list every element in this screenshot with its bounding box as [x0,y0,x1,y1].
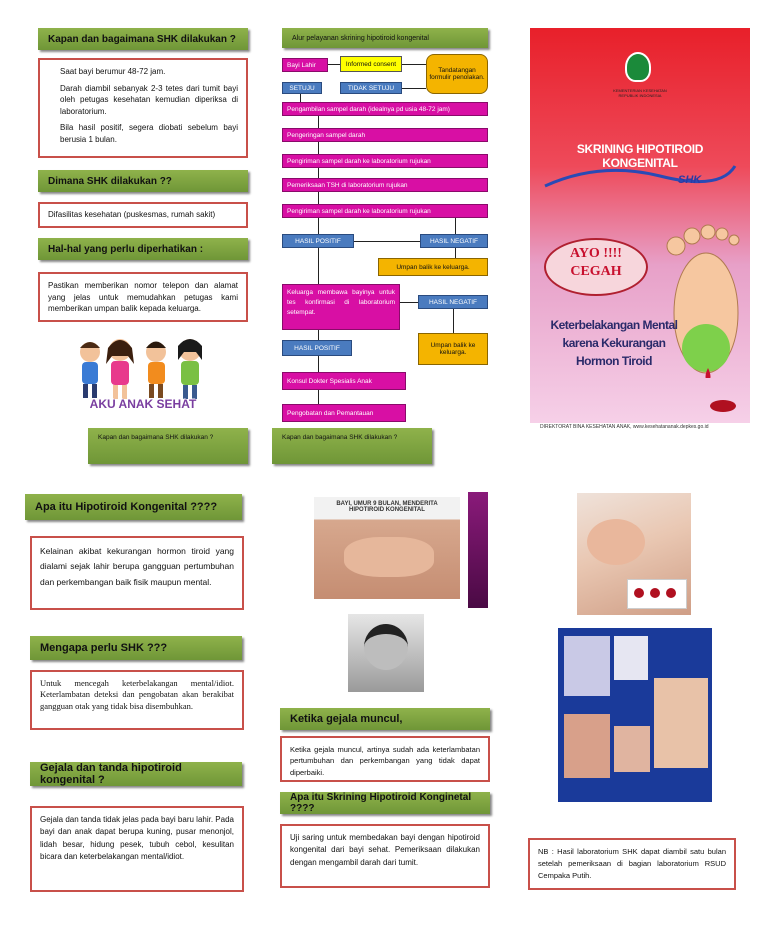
step3-box [282,154,488,168]
mengapa-text: Untuk mencegah keterbelakangan mental/idiot. Keterlambatan deteksi dan pengobatan akan berakibat gangguan otak yang tidak bisa disembuhkan. [40,678,234,711]
procedure-img-5 [614,726,650,772]
skrining-title: Apa itu Skrining Hipotiroid Konginetal ???? [290,792,472,814]
hasil-negatif-1-box [420,234,488,248]
setuju-box [282,82,322,94]
apa-title: Apa itu Hipotiroid Kongenital ???? [35,501,218,513]
hasil-negatif-2-box [418,295,488,309]
hal-box [38,272,248,322]
apa-box [30,536,244,610]
alur-header [282,28,488,48]
kapan-p1: Saat bayi berumur 48-72 jam. [60,67,166,76]
dimana-title: Dimana SHK dilakukan ?? [48,175,172,187]
ministry-logo [625,52,651,82]
tandatangan-box [426,54,488,94]
arrow-pos2-konsul [318,356,319,372]
kapan-title: Kapan dan bagaimana SHK dilakukan ? [48,33,236,45]
step4-label: Pemeriksaan TSH di laboratorium rujukan [287,181,408,189]
cover-swoosh [540,156,740,196]
dimana-text: Difasilitas kesehatan (puskesmas, rumah sakit) [48,210,216,220]
alur-title: Alur pelayanan skrining hipotiroid kongenital [292,34,429,42]
tidak-setuju-box [340,82,402,94]
arrow-setuju-down [300,94,301,102]
blood-drops [710,400,736,412]
purple-bar [468,492,488,608]
keluarga-label: Keluarga membawa bayinya untuk tes konfirmasi di laboratorium setempat. [287,289,395,316]
ministry-text: KEMENTERIAN KESEHATAN REPUBLIK INDONESIA [613,88,667,99]
hal-title: Hal-hal yang perlu diperhatikan : [48,243,204,255]
blood-spot [650,588,660,598]
step2-label: Pengeringan sampel darah [287,131,366,139]
umpan-1-box [378,258,488,276]
tandatangan-label: Tandatangan formulir penolakan. [429,67,485,81]
kapan-p2: Darah diambil sebanyak 2-3 tetes dari tumit bayi oleh petugas kesehatan kemudian diperiksa di laboratorium. [60,83,238,116]
mengapa-box [30,670,244,730]
arrow-step5-pos [318,218,319,234]
cover-footer: DIREKTORAT BINA KESEHATAN ANAK, www.kesehatananak.depkes.go.id [540,424,709,430]
apa-header [25,494,242,520]
panel2-footer-tab [272,428,432,464]
ketika-text: Ketika gejala muncul, artinya sudah ada keterlambatan pertumbuhan dan perkembangan yang tidak dapat diperbaiki. [290,745,480,777]
arrow-tidak-ttd [402,88,426,89]
cegah-text: CEGAH [570,264,622,279]
blood-spot [666,588,676,598]
arrow-pos-keluarga [318,248,319,284]
step2-box [282,128,488,142]
skrining-header [280,792,490,814]
gejala-text: Gejala dan tanda tidak jelas pada bayi baru lahir. Pada bayi dan anak dapat berupa kuning, pusar menonjol, lidah besar, hidung pesek, tubuh cebol, kesulitan bicara dan keterbelakangan mental/idiot. [40,815,234,862]
kids-caption: AKU ANAK SEHAT [89,397,197,411]
dimana-header [38,170,248,192]
cover-title: SKRINING HIPOTIROID KONGENITAL [576,142,704,170]
arrow-keluarga-pos2 [318,330,319,340]
step1-box [282,102,488,116]
hasil-negatif-1-label: HASIL NEGATIF [429,237,479,245]
ketika-header [280,708,490,730]
hal-header [38,238,248,260]
hasil-positif-1-box [282,234,354,248]
sub-line1: Keterbelakangan Mental [550,318,678,332]
mengapa-title: Mengapa perlu SHK ??? [40,642,168,654]
blood-spot [634,588,644,598]
skrining-box [280,824,490,888]
bayi-lahir-box [282,58,328,72]
newborn-photo [577,493,691,615]
step5-box [282,204,488,218]
cover-panel [530,28,750,423]
hasil-positif-1-label: HASIL POSITIF [295,237,341,245]
hasil-positif-2-label: HASIL POSITIF [294,344,340,352]
sub-line3: Hormon Tiroid [576,354,652,368]
arrow-konsul-obat [318,390,319,404]
arrow-step1 [318,116,319,128]
procedure-panel [558,628,712,802]
tidak-setuju-label: TIDAK SETUJU [347,84,395,92]
pengobatan-box [282,404,406,422]
baby-photo-frame [314,497,460,599]
gejala-header [30,762,242,786]
gejala-title: Gejala dan tanda hipotiroid kongenital ? [40,762,182,786]
panel1-footer-tab [88,428,248,464]
arrow-informed-ttd [402,64,426,65]
child-photo [348,614,424,692]
step3-label: Pengiriman sampel darah ke laboratorium rujukan [287,157,431,165]
arrow-neg-umpan [455,248,456,258]
newborn-head [587,519,645,565]
umpan-2-box [418,333,488,365]
blood-card [627,579,687,609]
arrow-bayi-informed [328,64,340,65]
gejala-box [30,806,244,892]
keluarga-box [282,284,400,330]
pengobatan-label: Pengobatan dan Pemantauan [287,409,374,417]
hasil-negatif-2-label: HASIL NEGATIF [428,298,478,306]
arrow-step5-neg [455,218,456,234]
nb-box [528,838,736,890]
procedure-img-4 [564,714,610,778]
hal-text: Pastikan memberikan nomor telepon dan alamat yang jelas untuk memudahkan petugas kami memberikan umpan balik kepada keluarga. [48,281,238,314]
apa-text: Kelainan akibat kekurangan hormon tiroid yang dialami sejak lahir berupa gangguan pertumbuhan dan perkembangan baik fisik maupun mental. [40,546,234,587]
procedure-img-1 [564,636,610,696]
baby-figure [344,537,434,577]
arrow-pos-neg [354,241,420,242]
step4-box [282,178,488,192]
informed-label: Informed consent [345,60,397,68]
panel1-footer-text: Kapan dan bagaimana SHK dilakukan ? [98,434,214,441]
arrow-step4 [318,192,319,204]
ayo-text: AYO !!!! [570,246,622,261]
panel2-footer-text: Kapan dan bagaimana SHK dilakukan ? [282,434,398,441]
bayi-lahir-label: Bayi Lahir [287,61,316,69]
konsul-label: Konsul Dokter Spesialis Anak [287,377,372,385]
nb-text: NB : Hasil laboratorium SHK dapat diambil satu bulan setelah pemeriksaan di bagian laboratorium RSUD Cempaka Putih. [538,847,726,880]
kapan-header [38,28,248,50]
hasil-positif-2-box [282,340,352,356]
arrow-neg2-umpan [453,309,454,333]
arrow-step2 [318,142,319,154]
procedure-img-2 [614,636,648,680]
step5-label: Pengiriman sampel darah ke laboratorium rujukan [287,207,431,215]
arrow-keluarga-neg [400,302,418,303]
sub-line2: karena Kekurangan [562,336,666,350]
procedure-img-3 [654,678,708,768]
ketika-title: Ketika gejala muncul, [290,713,403,725]
kapan-box [38,58,248,158]
child-head [364,624,408,670]
mengapa-header [30,636,242,660]
shk-label: SHK [678,174,702,186]
umpan-2-label: Umpan balik ke keluarga. [430,342,476,356]
baby-photo-caption: BAYI, UMUR 9 BULAN, MENDERITA HIPOTIROID KONGENITAL [336,501,438,513]
ketika-box [280,736,490,782]
umpan-1-label: Umpan balik ke keluarga. [396,263,470,271]
kapan-p3: Bila hasil positif, segera diobati sebelum bayi berusia 1 bulan. [60,123,238,144]
konsul-box [282,372,406,390]
skrining-text: Uji saring untuk membedakan bayi dengan hipotiroid kongenital dari bayi sehat. Pemeriksaan dilakukan dengan mengambil darah dari tumit. [290,833,480,867]
dimana-box [38,202,248,228]
arrow-step3 [318,168,319,178]
setuju-label: SETUJU [289,84,315,92]
step1-label: Pengambilan sampel darah (idealnya pd usia 48-72 jam) [287,105,450,113]
informed-consent-box [340,56,402,72]
